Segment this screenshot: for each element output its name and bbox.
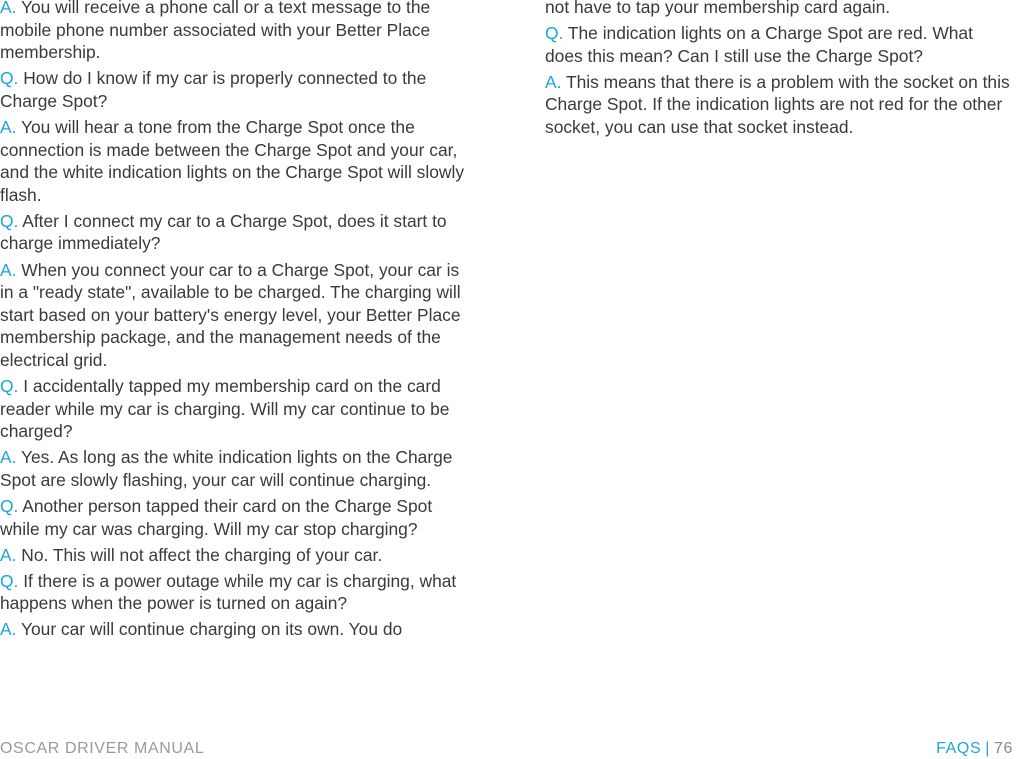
faq-answer [0,259,472,372]
faq-text: not have to tap your membership card again. [545,0,891,17]
faq-marker: A. [0,116,17,137]
faq-marker: A. [0,447,17,468]
faq-text: Your car will continue charging on its own. You do [20,619,403,640]
faq-marker: A. [0,544,17,565]
faq-text: How do I know if my car is properly connected to the Charge Spot? [0,68,427,111]
faq-text: After I connect my car to a Charge Spot, does it start to charge immediately? [0,210,447,254]
faq-answer [0,0,472,64]
faq-text: Another person tapped their card on the Charge Spot while my car was charging. Will my car stop charging? [0,495,433,539]
faq-marker: Q. [545,23,564,44]
faq-text: Yes. As long as the white indication lights on the Charge Spot are slowly flashing, your car will continue charging. [0,447,453,490]
faq-answer [0,544,472,567]
faq-text: This means that there is a problem with the socket on this Charge Spot. If the indication lights are not red for the other socket, you can use that socket instead. [545,71,1010,137]
faq-answer [0,618,472,641]
faq-marker: Q. [0,68,19,89]
faq-text: If there is a power outage while my car is charging, what happens when the power is turned on again? [0,570,457,614]
faq-question [545,22,1015,67]
faq-text: I accidentally tapped my membership card on the card reader while my car is charging. Will my car continue to be charged? [0,376,450,442]
footer-separator: | [985,740,990,757]
faq-answer [545,71,1015,139]
faq-marker: A. [0,619,17,640]
faq-text: You will hear a tone from the Charge Spot once the connection is made between the Charge Spot and your car, and the white indication lights on the Charge Spot will slowly flash. [0,116,465,205]
faq-marker: Q. [0,495,19,516]
faq-question [0,495,472,540]
faq-answer [545,0,1015,19]
faq-question [0,375,472,443]
faq-marker: A. [0,0,17,17]
faq-text: No. This will not affect the charging of your car. [21,544,383,565]
faq-text: You will receive a phone call or a text message to the mobile phone number associated with your Better Place membership. [0,0,431,63]
section-name: FAQS [936,740,982,757]
page-footer-right [936,740,1013,758]
manual-title: OSCAR DRIVER MANUAL [0,740,205,757]
faq-question [0,67,472,112]
faq-marker: Q. [0,570,19,591]
faq-marker: Q. [0,210,19,231]
faq-question [0,570,472,615]
faq-text: When you connect your car to a Charge Spot, your car is in a "ready state", available to be charged. The charging will start based on your battery's energy level, your Better Place membership package, and the management needs of the electrical grid. [0,259,461,370]
faq-marker: A. [545,71,562,92]
faq-question [0,210,472,255]
faq-column-right [545,0,1015,142]
faq-column-left [0,0,472,645]
faq-marker: A. [0,259,17,280]
faq-answer [0,446,472,491]
faq-marker: Q. [0,376,19,396]
page-number: 76 [994,740,1013,757]
faq-text: The indication lights on a Charge Spot are red. What does this mean? Can I still use the Charge Spot? [545,23,973,66]
faq-answer [0,116,472,206]
